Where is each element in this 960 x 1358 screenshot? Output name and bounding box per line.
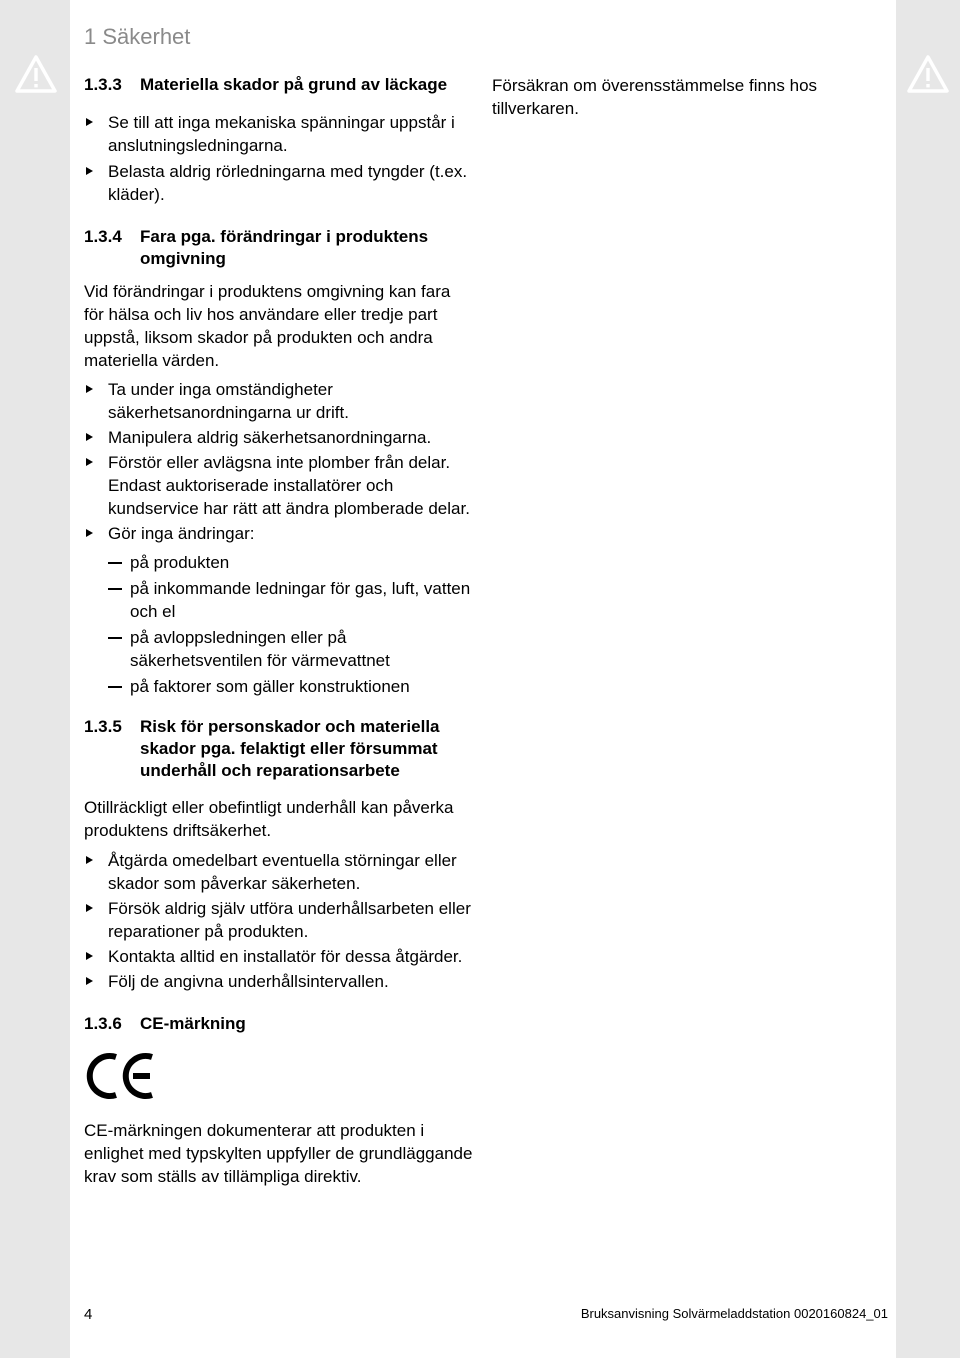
page-number: 4	[84, 1306, 93, 1323]
section-title: CE-märkning	[140, 1014, 246, 1033]
conformity-paragraph: Försäkran om överensstämmelse finns hos tillverkaren.	[492, 76, 818, 118]
page	[70, 0, 896, 1358]
dash-item: på avloppsledningen eller på säkerhetsventilen för värmevattnet	[84, 626, 474, 672]
list-item: Försök aldrig själv utföra underhållsarbeten eller reparationer på produkten.	[84, 897, 474, 943]
left-column	[84, 74, 474, 1188]
section-number: 1.3.4	[84, 227, 122, 246]
list-item-text: Gör inga ändringar:	[108, 524, 255, 543]
right-margin-band	[896, 0, 960, 1358]
left-margin-band	[0, 0, 70, 1358]
right-column	[492, 74, 892, 120]
warning-triangle-icon	[14, 54, 58, 94]
ce-mark-icon	[86, 1051, 156, 1101]
section-title: Fara pga. förändringar i produktens omgivning	[140, 227, 429, 268]
list-item: Manipulera aldrig säkerhetsanordningarna.	[84, 426, 474, 449]
section-heading-1-3-6	[84, 1013, 474, 1035]
section-heading-1-3-5	[84, 716, 474, 782]
section-heading-1-3-3	[84, 74, 474, 96]
list-item: Belasta aldrig rörledningarna med tyngder (t.ex. kläder).	[84, 160, 474, 206]
list-item: Följ de angivna underhållsintervallen.	[84, 970, 474, 993]
section-heading-1-3-4	[84, 226, 474, 270]
section-title: Risk för personskador och materiella skador pga. felaktigt eller försummat underhåll och reparationsarbete	[140, 717, 440, 780]
ce-paragraph: CE-märkningen dokumenterar att produkten i enlighet med typskylten uppfyller de grundläggande krav som ställs av tillämpliga direktiv.	[84, 1121, 473, 1186]
list-item: Åtgärda omedelbart eventuella störningar eller skador som påverkar säkerheten.	[84, 849, 474, 895]
chapter-title: 1 Säkerhet	[84, 24, 191, 49]
bullet-list	[84, 111, 474, 206]
list-item: Kontakta alltid en installatör för dessa åtgärder.	[84, 945, 474, 968]
section-title: Materiella skador på grund av läckage	[140, 75, 448, 94]
section-number: 1.3.6	[84, 1014, 122, 1033]
bullet-list	[84, 849, 474, 993]
bullet-list	[84, 378, 474, 545]
list-item: Förstör eller avlägsna inte plomber från delar. Endast auktoriserade installatörer och kundservice har rätt att ändra plomberade delar.	[84, 451, 474, 520]
list-item: Ta under inga omständigheter säkerhetsanordningarna ur drift.	[84, 378, 474, 424]
dash-list	[84, 551, 474, 698]
dash-item: på produkten	[84, 551, 474, 574]
list-item	[84, 522, 474, 545]
warning-triangle-icon	[906, 54, 950, 94]
section-intro: Otillräckligt eller obefintligt underhåll kan påverka produktens driftsäkerhet.	[84, 798, 454, 840]
list-item: Se till att inga mekaniska spänningar uppstår i anslutningsledningarna.	[84, 111, 474, 157]
section-number: 1.3.5	[84, 717, 122, 736]
dash-item: på faktorer som gäller konstruktionen	[84, 675, 474, 698]
section-intro: Vid förändringar i produktens omgivning kan fara för hälsa och liv hos användare eller tredje part uppstå, liksom skador på produkten och andra materiella värden.	[84, 282, 451, 370]
document-footer: Bruksanvisning Solvärmeladdstation 0020160824_01	[580, 1306, 888, 1321]
dash-item: på inkommande ledningar för gas, luft, vatten och el	[84, 577, 474, 623]
section-number: 1.3.3	[84, 75, 122, 94]
